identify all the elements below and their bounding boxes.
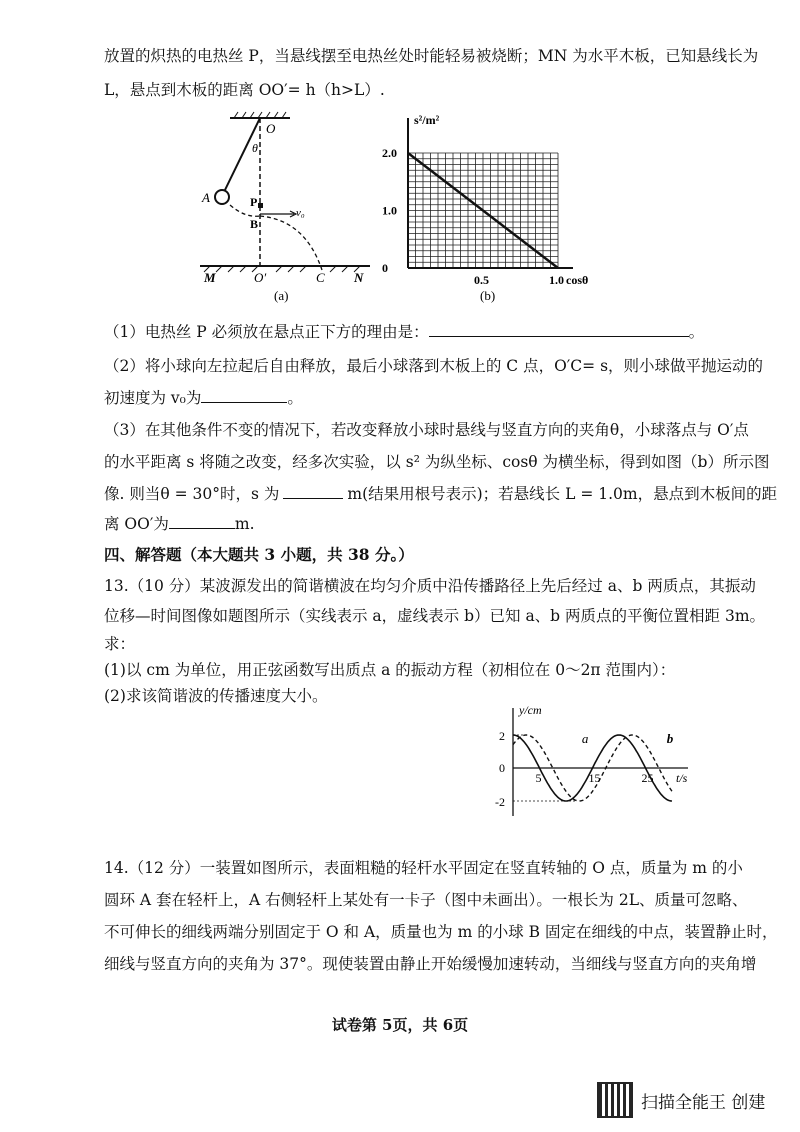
x-tick-label: 0.5: [474, 273, 489, 287]
problem-14-line-4: 细线与竖直方向的夹角为 37°。现使装置由静止开始缓慢加速转动，当细线与竖直方向的夹角增: [104, 955, 757, 973]
problem-13-part-1: (1)以 cm 为单位，用正弦函数写出质点 a 的振动方程（初相位在 0～2π 范围内）：: [104, 661, 676, 679]
problem-13-part-2: (2)求该简谐波的传播速度大小。: [104, 687, 328, 705]
q3c-blank: [283, 484, 343, 499]
problem-14-line-2: 圆环 A 套在轻杆上，A 右侧轻杆上某处有一卡子（图中未画出）。一根长为 2L、质量可忽略、: [104, 891, 748, 909]
series-b-label: b: [666, 731, 674, 746]
x-tick-label: 25: [641, 771, 654, 785]
x-axis-label: t/s: [676, 771, 688, 785]
x-tick-label: 1.0: [549, 273, 564, 287]
figure-a-pendulum: [190, 110, 380, 305]
series-a-label: a: [581, 731, 589, 746]
q3d-text-2: m.: [234, 515, 255, 533]
x-tick-label: 5: [535, 771, 542, 785]
label-O-prime: O′: [254, 270, 267, 285]
y-tick-label: 0: [382, 261, 388, 275]
label-theta: θ: [252, 141, 258, 155]
caption-a: (a): [274, 288, 289, 303]
question-1: [104, 322, 730, 342]
x-axis-label: cosθ: [566, 273, 589, 287]
caption-b: (b): [480, 288, 496, 303]
problem-14-line-3: 不可伸长的细线两端分别固定于 O 和 A，质量也为 m 的小球 B 固定在细线的中点，装置静止时，: [104, 923, 778, 941]
problem-14-line-1: 14.（12 分）一装置如图所示，表面粗糙的轻杆水平固定在竖直转轴的 O 点，质量为 m 的小: [104, 859, 743, 877]
q2-end: 。: [287, 389, 303, 407]
label-v0: v₀: [296, 207, 305, 219]
page-footer: 试卷第 5页，共 6页: [331, 1016, 469, 1034]
label-B: B: [250, 217, 259, 231]
q2-text: 初速度为 v₀为: [104, 389, 202, 407]
question-2a: （2）将小球向左拉起后自由释放，最后小球落到木板上的 C 点，O′C= s，则小球做平抛运动的: [104, 357, 764, 375]
x-tick-label: 15: [588, 771, 601, 785]
problem-13-line-2: 位移—时间图像如题图所示（实线表示 a，虚线表示 b）已知 a、b 两质点的平衡位置相距 3m。: [104, 607, 766, 625]
q2-blank: [201, 388, 287, 403]
label-A: A: [202, 190, 210, 205]
y-tick-label: 1.0: [382, 203, 397, 218]
qr-code-icon: [597, 1082, 633, 1118]
label-C: C: [316, 270, 325, 285]
problem-13-line-1: 13.（10 分）某波源发出的简谐横波在均匀介质中沿传播路径上先后经过 a、b 两质点，其振动: [104, 577, 756, 595]
q1-end: 。: [688, 323, 705, 341]
label-O: O: [266, 121, 276, 136]
q3c-text: 像. 则当θ = 30°时，s 为: [104, 485, 280, 503]
label-M: M: [204, 270, 216, 285]
q1-text: （1）电热丝 P 必须放在悬点正下方的理由是：: [104, 323, 429, 341]
label-P: P: [250, 195, 258, 209]
scanner-watermark: [597, 1082, 765, 1118]
question-2b: [104, 388, 730, 408]
figure-13-wave-chart: [488, 698, 708, 818]
question-3c: [104, 484, 778, 504]
text-line-2: L，悬点到木板的距离 OO′= h（h>L）.: [104, 81, 385, 99]
problem-13-line-3: 求：: [104, 635, 136, 653]
text-line-1: 放置的炽热的电热丝 P，当悬线摆至电热丝处时能轻易被烧断；MN 为水平木板，已知悬线长为: [104, 47, 759, 65]
y-axis-label: s²/m²: [414, 113, 440, 127]
y-tick-label: 2.0: [382, 146, 397, 160]
y-tick-label: -2: [495, 795, 505, 809]
label-N: N: [354, 270, 364, 285]
q3d-text: 离 OO′为: [104, 515, 169, 533]
y-tick-label: 0: [499, 761, 505, 775]
q1-blank: [429, 322, 689, 337]
figure-b-chart: [368, 108, 618, 308]
watermark-text: 扫描全能王 创建: [641, 1092, 766, 1113]
question-3b: 的水平距离 s 将随之改变，经多次实验，以 s² 为纵坐标、cosθ 为横坐标，得到如图（b）所示图: [104, 453, 770, 471]
question-3d: [104, 514, 730, 534]
section-4-heading: 四、解答题（本大题共 3 小题，共 38 分。）: [104, 545, 414, 564]
q3c-text-2: m(结果用根号表示)；若悬线长 L = 1.0m，悬点到木板间的距: [347, 485, 778, 503]
question-3a: （3）在其他条件不变的情况下，若改变释放小球时悬线与竖直方向的夹角θ，小球落点与 O′点: [104, 421, 749, 439]
y-tick-label: 2: [499, 729, 505, 743]
y-axis-label: y/cm: [519, 703, 542, 717]
q3d-blank: [169, 514, 235, 529]
